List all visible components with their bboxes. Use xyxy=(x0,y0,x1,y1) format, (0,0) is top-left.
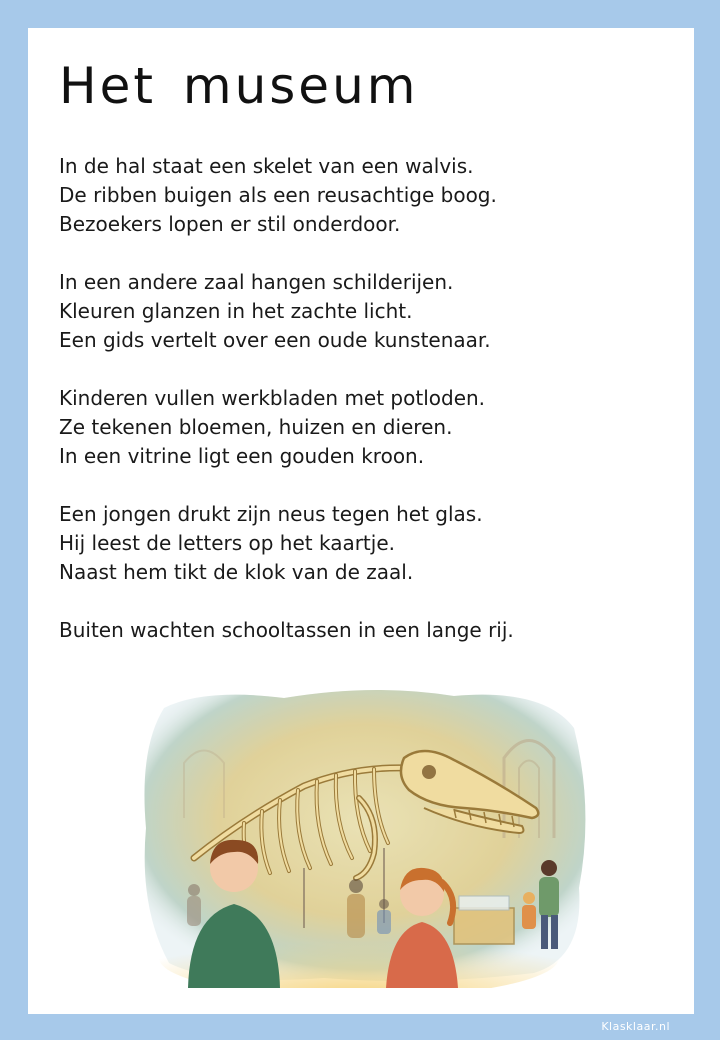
poem-line: Kinderen vullen werkbladen met potloden. xyxy=(59,386,486,410)
footer-brand: Klasklaar.nl xyxy=(601,1020,670,1033)
poem-line: Een gids vertelt over een oude kunstenaar. xyxy=(59,328,491,352)
page-title: Het museum xyxy=(59,57,419,115)
stanza xyxy=(59,152,679,239)
worksheet-card xyxy=(28,28,694,1014)
poem-line: Buiten wachten schooltassen in een lange rij. xyxy=(59,618,514,642)
poem-line: In een vitrine ligt een gouden kroon. xyxy=(59,444,425,468)
poem-line: In de hal staat een skelet van een walvis. xyxy=(59,154,474,178)
museum-illustration xyxy=(124,668,594,988)
stanza xyxy=(59,268,679,355)
poem xyxy=(59,152,679,674)
poem-line: In een andere zaal hangen schilderijen. xyxy=(59,270,454,294)
poem-line: Kleuren glanzen in het zachte licht. xyxy=(59,299,413,323)
poem-line: Hij leest de letters op het kaartje. xyxy=(59,531,395,555)
poem-line: Ze tekenen bloemen, huizen en dieren. xyxy=(59,415,453,439)
stanza xyxy=(59,616,679,645)
stanza xyxy=(59,500,679,587)
stanza xyxy=(59,384,679,471)
poem-line: De ribben buigen als een reusachtige boog. xyxy=(59,183,497,207)
poem-line: Bezoekers lopen er stil onderdoor. xyxy=(59,212,401,236)
poem-line: Naast hem tikt de klok van de zaal. xyxy=(59,560,414,584)
poem-line: Een jongen drukt zijn neus tegen het glas. xyxy=(59,502,483,526)
